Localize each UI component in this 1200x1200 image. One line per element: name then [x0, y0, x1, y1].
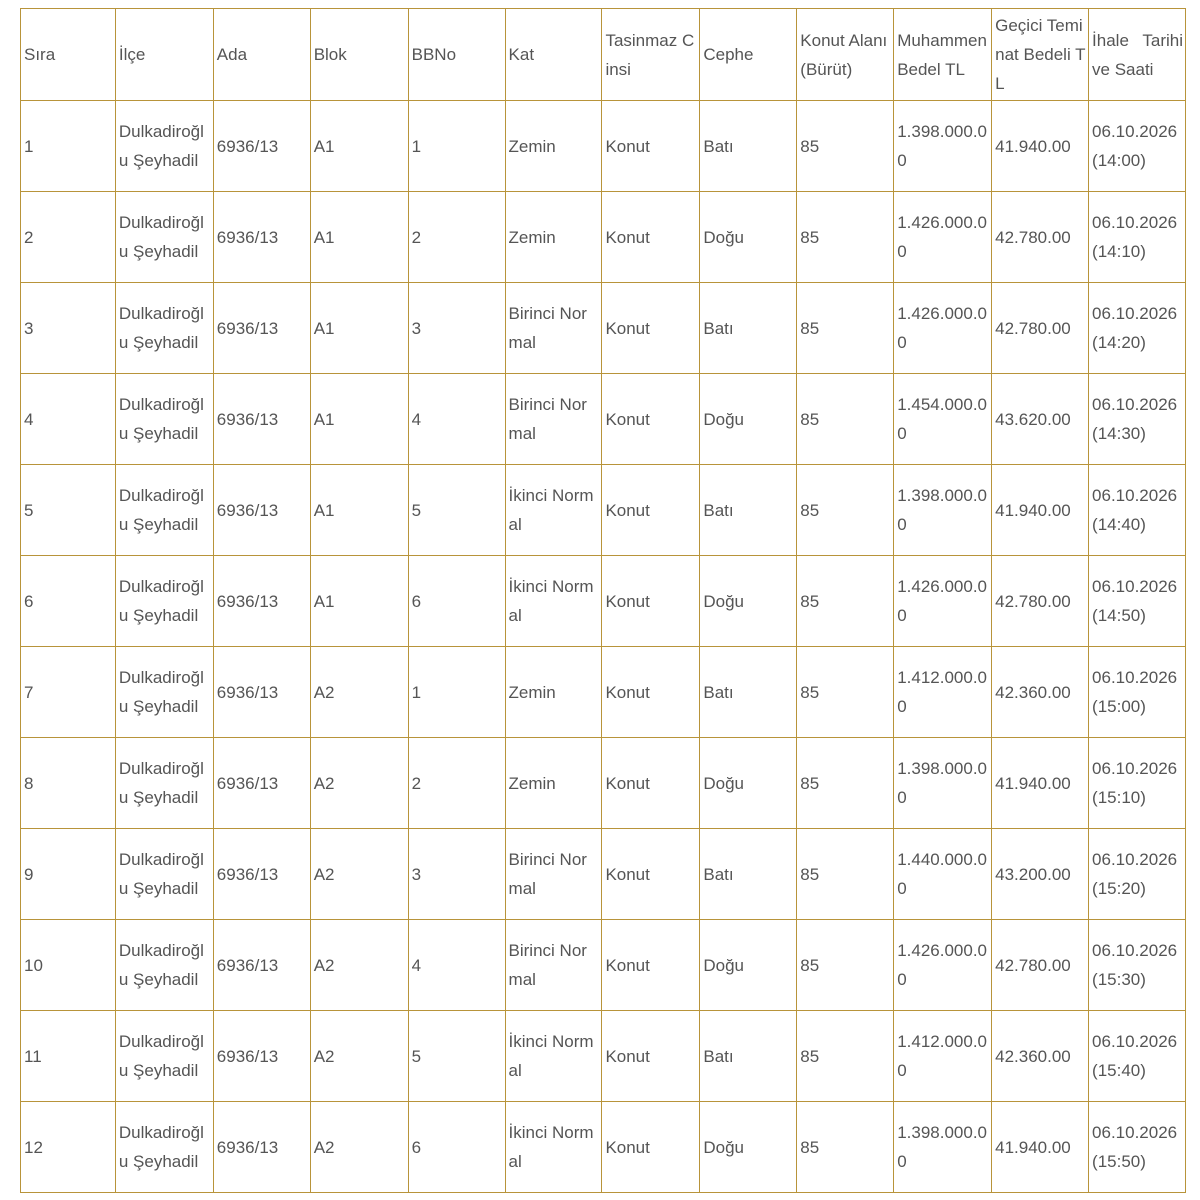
table-row — [21, 556, 1186, 647]
gecici-teminat-cell: 41.940.00 — [992, 738, 1089, 829]
table-row — [21, 829, 1186, 920]
ilce-cell: Dulkadiroğlu Şeyhadil — [115, 1102, 213, 1193]
bbno-cell: 5 — [408, 465, 505, 556]
muhammen-bedel-cell: 1.440.000.00 — [894, 829, 992, 920]
ilce-cell: Dulkadiroğlu Şeyhadil — [115, 556, 213, 647]
bbno-cell: 1 — [408, 101, 505, 192]
blok-cell: A1 — [310, 192, 408, 283]
gecici-teminat-cell: 42.360.00 — [992, 647, 1089, 738]
sira-cell: 11 — [21, 1011, 116, 1102]
table-header — [21, 9, 1186, 101]
ihale-tarihi-cell: 06.10.2026 (15:20) — [1089, 829, 1186, 920]
cephe-cell: Batı — [700, 465, 797, 556]
ihale-tarihi-cell: 06.10.2026 (15:30) — [1089, 920, 1186, 1011]
kat-cell: Zemin — [505, 738, 602, 829]
sira-cell: 3 — [21, 283, 116, 374]
konut-alani-cell: 85 — [797, 1102, 894, 1193]
ada-cell: 6936/13 — [213, 1011, 310, 1102]
gecici-teminat-cell: 42.780.00 — [992, 192, 1089, 283]
konut-alani-cell: 85 — [797, 374, 894, 465]
ada-cell: 6936/13 — [213, 647, 310, 738]
gecici-teminat-cell: 43.620.00 — [992, 374, 1089, 465]
kat-cell: İkinci Normal — [505, 556, 602, 647]
cephe-cell: Doğu — [700, 374, 797, 465]
header-konut-alani: Konut Alanı (Bürüt) — [797, 9, 894, 101]
ihale-tarihi-cell: 06.10.2026 (15:50) — [1089, 1102, 1186, 1193]
header-kat: Kat — [505, 9, 602, 101]
ada-cell: 6936/13 — [213, 920, 310, 1011]
kat-cell: Birinci Normal — [505, 283, 602, 374]
konut-alani-cell: 85 — [797, 192, 894, 283]
cephe-cell: Doğu — [700, 556, 797, 647]
table-row — [21, 192, 1186, 283]
bbno-cell: 6 — [408, 1102, 505, 1193]
muhammen-bedel-cell: 1.426.000.00 — [894, 920, 992, 1011]
cephe-cell: Batı — [700, 647, 797, 738]
kat-cell: Birinci Normal — [505, 920, 602, 1011]
table-row — [21, 374, 1186, 465]
header-ada: Ada — [213, 9, 310, 101]
header-tasinmaz-cinsi: Tasinmaz Cinsi — [602, 9, 700, 101]
cephe-cell: Doğu — [700, 920, 797, 1011]
cephe-cell: Batı — [700, 1011, 797, 1102]
sira-cell: 1 — [21, 101, 116, 192]
blok-cell: A1 — [310, 556, 408, 647]
tasinmaz-cinsi-cell: Konut — [602, 101, 700, 192]
muhammen-bedel-cell: 1.426.000.00 — [894, 283, 992, 374]
sira-cell: 4 — [21, 374, 116, 465]
sira-cell: 5 — [21, 465, 116, 556]
tasinmaz-cinsi-cell: Konut — [602, 1011, 700, 1102]
header-sira: Sıra — [21, 9, 116, 101]
ada-cell: 6936/13 — [213, 829, 310, 920]
bbno-cell: 3 — [408, 283, 505, 374]
tasinmaz-cinsi-cell: Konut — [602, 738, 700, 829]
ada-cell: 6936/13 — [213, 1102, 310, 1193]
gecici-teminat-cell: 42.780.00 — [992, 556, 1089, 647]
ada-cell: 6936/13 — [213, 283, 310, 374]
ihale-tarihi-cell: 06.10.2026 (15:00) — [1089, 647, 1186, 738]
sira-cell: 12 — [21, 1102, 116, 1193]
blok-cell: A1 — [310, 374, 408, 465]
header-ihale-tarihi: İhale Tarihi ve Saati — [1089, 9, 1186, 101]
kat-cell: İkinci Normal — [505, 1011, 602, 1102]
table-row — [21, 647, 1186, 738]
table-row — [21, 283, 1186, 374]
sira-cell: 8 — [21, 738, 116, 829]
ada-cell: 6936/13 — [213, 101, 310, 192]
bbno-cell: 2 — [408, 192, 505, 283]
ilce-cell: Dulkadiroğlu Şeyhadil — [115, 192, 213, 283]
gecici-teminat-cell: 43.200.00 — [992, 829, 1089, 920]
kat-cell: Zemin — [505, 101, 602, 192]
konut-alani-cell: 85 — [797, 1011, 894, 1102]
ilce-cell: Dulkadiroğlu Şeyhadil — [115, 647, 213, 738]
blok-cell: A2 — [310, 829, 408, 920]
sira-cell: 6 — [21, 556, 116, 647]
muhammen-bedel-cell: 1.426.000.00 — [894, 556, 992, 647]
konut-alani-cell: 85 — [797, 738, 894, 829]
blok-cell: A1 — [310, 465, 408, 556]
bbno-cell: 4 — [408, 920, 505, 1011]
ilce-cell: Dulkadiroğlu Şeyhadil — [115, 283, 213, 374]
gecici-teminat-cell: 42.780.00 — [992, 920, 1089, 1011]
ilce-cell: Dulkadiroğlu Şeyhadil — [115, 829, 213, 920]
ihale-tarihi-cell: 06.10.2026 (15:10) — [1089, 738, 1186, 829]
cephe-cell: Batı — [700, 283, 797, 374]
table-row — [21, 1102, 1186, 1193]
auction-table — [20, 8, 1186, 1193]
header-ilce: İlçe — [115, 9, 213, 101]
header-cephe: Cephe — [700, 9, 797, 101]
muhammen-bedel-cell: 1.412.000.00 — [894, 647, 992, 738]
konut-alani-cell: 85 — [797, 465, 894, 556]
muhammen-bedel-cell: 1.398.000.00 — [894, 1102, 992, 1193]
ilce-cell: Dulkadiroğlu Şeyhadil — [115, 920, 213, 1011]
table-body — [21, 101, 1186, 1193]
muhammen-bedel-cell: 1.426.000.00 — [894, 192, 992, 283]
sira-cell: 10 — [21, 920, 116, 1011]
muhammen-bedel-cell: 1.412.000.00 — [894, 1011, 992, 1102]
table-row — [21, 1011, 1186, 1102]
tasinmaz-cinsi-cell: Konut — [602, 556, 700, 647]
ada-cell: 6936/13 — [213, 192, 310, 283]
auction-table-container — [20, 8, 1186, 1193]
ada-cell: 6936/13 — [213, 738, 310, 829]
kat-cell: Birinci Normal — [505, 374, 602, 465]
ilce-cell: Dulkadiroğlu Şeyhadil — [115, 101, 213, 192]
ihale-tarihi-cell: 06.10.2026 (14:30) — [1089, 374, 1186, 465]
konut-alani-cell: 85 — [797, 920, 894, 1011]
sira-cell: 2 — [21, 192, 116, 283]
gecici-teminat-cell: 41.940.00 — [992, 101, 1089, 192]
konut-alani-cell: 85 — [797, 647, 894, 738]
bbno-cell: 3 — [408, 829, 505, 920]
blok-cell: A2 — [310, 920, 408, 1011]
muhammen-bedel-cell: 1.398.000.00 — [894, 738, 992, 829]
tasinmaz-cinsi-cell: Konut — [602, 920, 700, 1011]
ilce-cell: Dulkadiroğlu Şeyhadil — [115, 1011, 213, 1102]
muhammen-bedel-cell: 1.454.000.00 — [894, 374, 992, 465]
ada-cell: 6936/13 — [213, 465, 310, 556]
kat-cell: Birinci Normal — [505, 829, 602, 920]
blok-cell: A2 — [310, 647, 408, 738]
blok-cell: A1 — [310, 101, 408, 192]
ihale-tarihi-cell: 06.10.2026 (15:40) — [1089, 1011, 1186, 1102]
sira-cell: 9 — [21, 829, 116, 920]
ihale-tarihi-cell: 06.10.2026 (14:00) — [1089, 101, 1186, 192]
tasinmaz-cinsi-cell: Konut — [602, 374, 700, 465]
muhammen-bedel-cell: 1.398.000.00 — [894, 465, 992, 556]
konut-alani-cell: 85 — [797, 556, 894, 647]
tasinmaz-cinsi-cell: Konut — [602, 647, 700, 738]
table-row — [21, 920, 1186, 1011]
konut-alani-cell: 85 — [797, 829, 894, 920]
ada-cell: 6936/13 — [213, 374, 310, 465]
header-blok: Blok — [310, 9, 408, 101]
ihale-tarihi-cell: 06.10.2026 (14:10) — [1089, 192, 1186, 283]
gecici-teminat-cell: 41.940.00 — [992, 465, 1089, 556]
header-gecici-teminat: Geçici Teminat Bedeli TL — [992, 9, 1089, 101]
gecici-teminat-cell: 42.360.00 — [992, 1011, 1089, 1102]
gecici-teminat-cell: 41.940.00 — [992, 1102, 1089, 1193]
gecici-teminat-cell: 42.780.00 — [992, 283, 1089, 374]
kat-cell: Zemin — [505, 192, 602, 283]
ilce-cell: Dulkadiroğlu Şeyhadil — [115, 374, 213, 465]
header-row — [21, 9, 1186, 101]
bbno-cell: 4 — [408, 374, 505, 465]
ilce-cell: Dulkadiroğlu Şeyhadil — [115, 465, 213, 556]
kat-cell: Zemin — [505, 647, 602, 738]
tasinmaz-cinsi-cell: Konut — [602, 465, 700, 556]
cephe-cell: Batı — [700, 101, 797, 192]
ilce-cell: Dulkadiroğlu Şeyhadil — [115, 738, 213, 829]
blok-cell: A2 — [310, 1102, 408, 1193]
konut-alani-cell: 85 — [797, 101, 894, 192]
table-row — [21, 738, 1186, 829]
header-muhammen-bedel: Muhammen Bedel TL — [894, 9, 992, 101]
ada-cell: 6936/13 — [213, 556, 310, 647]
blok-cell: A2 — [310, 1011, 408, 1102]
bbno-cell: 2 — [408, 738, 505, 829]
bbno-cell: 1 — [408, 647, 505, 738]
cephe-cell: Doğu — [700, 192, 797, 283]
table-row — [21, 465, 1186, 556]
ihale-tarihi-cell: 06.10.2026 (14:50) — [1089, 556, 1186, 647]
tasinmaz-cinsi-cell: Konut — [602, 192, 700, 283]
kat-cell: İkinci Normal — [505, 1102, 602, 1193]
header-bbno: BBNo — [408, 9, 505, 101]
ihale-tarihi-cell: 06.10.2026 (14:40) — [1089, 465, 1186, 556]
bbno-cell: 6 — [408, 556, 505, 647]
sira-cell: 7 — [21, 647, 116, 738]
muhammen-bedel-cell: 1.398.000.00 — [894, 101, 992, 192]
blok-cell: A1 — [310, 283, 408, 374]
cephe-cell: Batı — [700, 829, 797, 920]
tasinmaz-cinsi-cell: Konut — [602, 829, 700, 920]
cephe-cell: Doğu — [700, 1102, 797, 1193]
konut-alani-cell: 85 — [797, 283, 894, 374]
tasinmaz-cinsi-cell: Konut — [602, 1102, 700, 1193]
ihale-tarihi-cell: 06.10.2026 (14:20) — [1089, 283, 1186, 374]
tasinmaz-cinsi-cell: Konut — [602, 283, 700, 374]
table-row — [21, 101, 1186, 192]
kat-cell: İkinci Normal — [505, 465, 602, 556]
bbno-cell: 5 — [408, 1011, 505, 1102]
cephe-cell: Doğu — [700, 738, 797, 829]
blok-cell: A2 — [310, 738, 408, 829]
